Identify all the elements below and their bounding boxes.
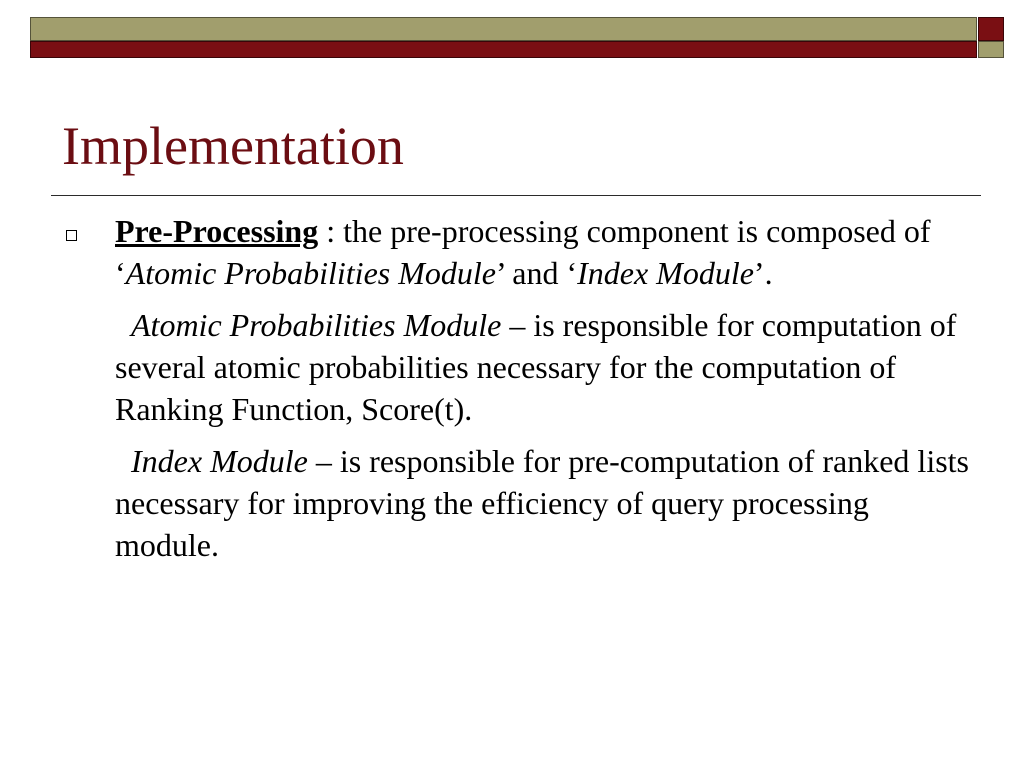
header-band-olive xyxy=(30,17,977,41)
header-band-red xyxy=(30,41,977,58)
slide-title: Implementation xyxy=(62,116,404,176)
title-divider xyxy=(51,195,981,196)
hollow-square-bullet-icon xyxy=(66,230,77,241)
bullet-lead: Pre-Processing xyxy=(115,213,319,249)
paragraph-atomic-module xyxy=(115,304,975,430)
atomic-module-text: is responsible for computation of several atomic probabilities necessary for the computation of Ranking Function, Score(t). xyxy=(115,307,957,427)
bullet-italic-atomic: Atomic Probabilities Module xyxy=(125,255,496,291)
bullet-text-3: ’. xyxy=(753,255,773,291)
bullet-text-2: ’ and ‘ xyxy=(495,255,578,291)
header-square-red xyxy=(978,17,1004,41)
paragraph-index-module xyxy=(115,440,975,566)
slide-body xyxy=(115,210,975,566)
bullet-preprocessing xyxy=(115,210,975,294)
bullet-text-1: : the pre-processing component is composed of ‘ xyxy=(115,213,931,291)
index-module-label: Index Module – xyxy=(131,443,332,479)
atomic-module-label: Atomic Probabilities Module – xyxy=(131,307,526,343)
index-module-text: is responsible for pre-computation of ranked lists necessary for improving the efficiency of query processing module. xyxy=(115,443,969,563)
header-square-olive xyxy=(978,41,1004,58)
bullet-italic-index: Index Module xyxy=(577,255,754,291)
